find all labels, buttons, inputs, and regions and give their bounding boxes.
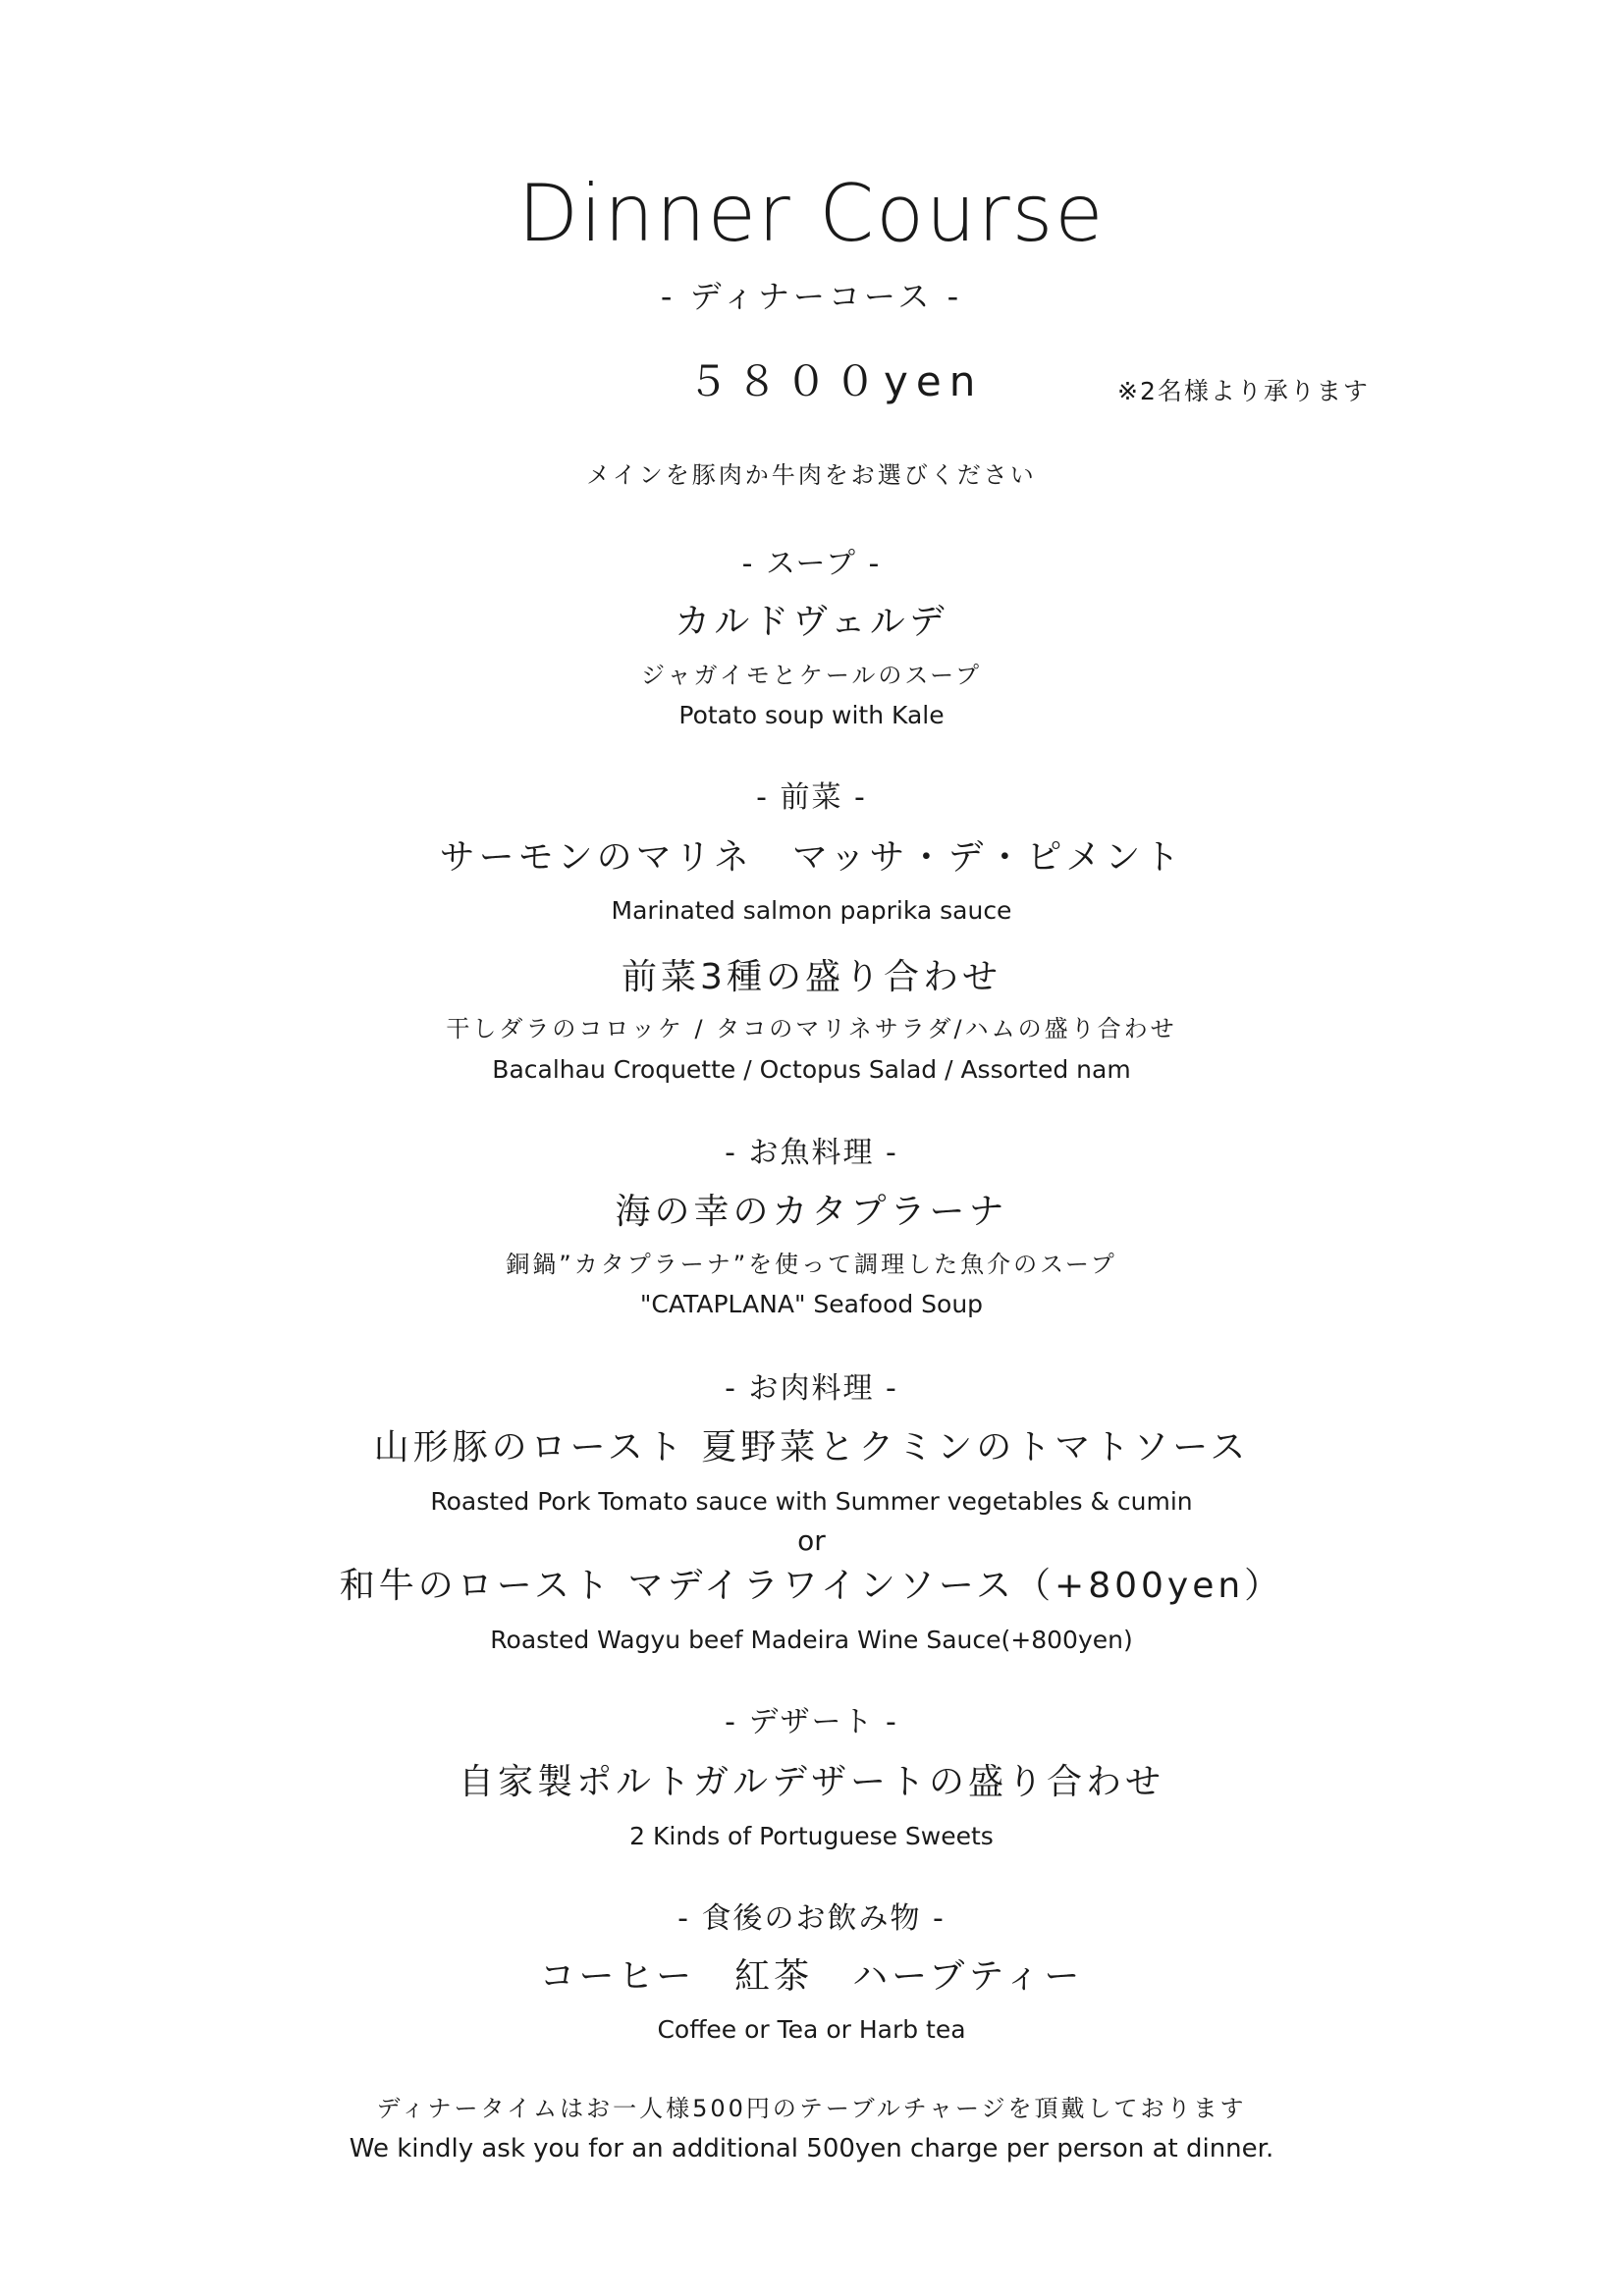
menu-subtitle: - ディナーコース - [660,278,963,315]
appetizer-description-1-en: Marinated salmon paprika sauce [611,896,1012,925]
table-charge-note-jp: ディナータイムはお一人様500円のテーブルチャージを頂戴しております [376,2095,1247,2122]
dessert-dish: 自家製ポルトガルデザートの盛り合わせ [459,1762,1164,1802]
fish-description-en: "CATAPLANA" Seafood Soup [639,1290,984,1318]
drink-dish: コーヒー 紅茶 ハーブティー [539,1956,1084,1997]
meat-description-2-en: Roasted Wagyu beef Madeira Wine Sauce(+800yen) [490,1626,1133,1654]
fish-description-jp: 銅鍋”カタプラーナ”を使って調理した魚介のスープ [506,1251,1117,1278]
drink-description-en: Coffee or Tea or Harb tea [657,2015,966,2044]
dessert-heading: - デザート - [725,1705,898,1739]
appetizer-heading: - 前菜 - [756,780,867,815]
table-charge-note-en: We kindly ask you for an additional 500yen charge per person at dinner. [349,2134,1274,2163]
main-choice-instruction: メインを豚肉か牛肉をお選びください [586,461,1037,489]
drink-heading: - 食後のお飲み物 - [677,1901,946,1936]
fish-dish: 海の幸のカタプラーナ [615,1192,1008,1232]
dessert-description-en: 2 Kinds of Portuguese Sweets [629,1822,994,1850]
appetizer-description-2-en: Bacalhau Croquette / Octopus Salad / Assorted nam [492,1055,1131,1084]
soup-heading: - スープ - [741,547,882,581]
appetizer-description-2-jp: 干しダラのコロッケ / タコのマリネサラダ/ハムの盛り合わせ [446,1015,1177,1042]
soup-description-en: Potato soup with Kale [678,701,945,729]
minimum-guests-note: ※2名様より承ります [1117,377,1370,405]
meat-dish-2: 和牛のロースト マデイラワインソース（+800yen） [339,1566,1284,1606]
appetizer-dish-2: 前菜3種の盛り合わせ [622,957,1001,997]
meat-or-divider: or [797,1524,826,1557]
menu-title: Dinner Course [517,168,1106,259]
meat-description-1-en: Roasted Pork Tomato sauce with Summer vegetables & cumin [430,1487,1193,1516]
course-price: ５８００yen [687,357,984,405]
meat-dish-1: 山形豚のロースト 夏野菜とクミンのトマトソース [373,1427,1250,1468]
appetizer-dish-1: サーモンのマリネ マッサ・デ・ピメント [439,837,1184,878]
fish-heading: - お魚料理 - [725,1136,898,1170]
soup-dish: カルドヴェルデ [675,602,948,642]
meat-heading: - お肉料理 - [725,1371,898,1406]
soup-description-jp: ジャガイモとケールのスープ [641,662,982,689]
